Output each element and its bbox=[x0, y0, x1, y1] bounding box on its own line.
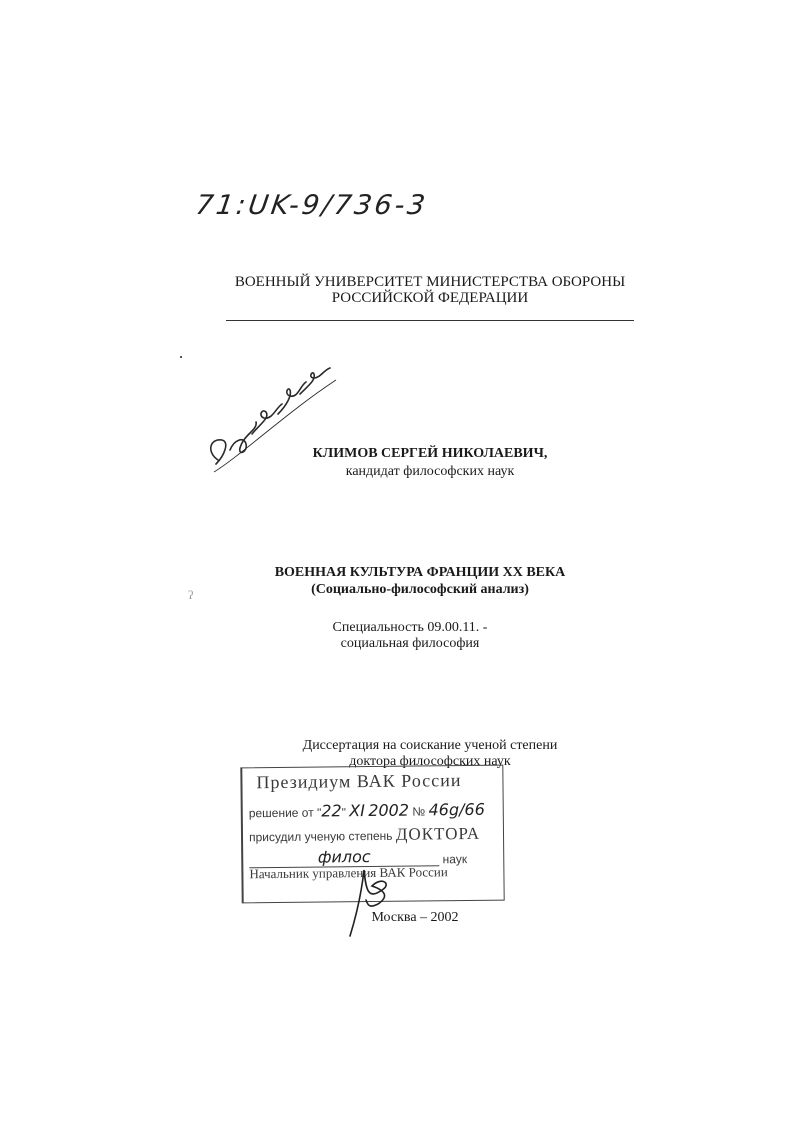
header-divider bbox=[226, 320, 634, 321]
stamp-number-label: № bbox=[412, 804, 426, 819]
dissertation-line-2: доктора философских наук bbox=[349, 754, 511, 769]
university-header bbox=[200, 274, 660, 306]
catalog-number: 71:UK-9/736-3 bbox=[193, 190, 430, 221]
university-line-2: РОССИЙСКОЙ ФЕДЕРАЦИИ bbox=[331, 290, 529, 306]
stamp-chief-label: Начальник управления ВАК России bbox=[249, 864, 448, 882]
stamp-decision-number: 46g/66 bbox=[428, 799, 485, 820]
dissertation-line-1: Диссертация на соискание ученой степени bbox=[302, 738, 558, 753]
stamp-degree-row bbox=[249, 824, 480, 846]
work-title-block bbox=[240, 564, 600, 598]
stamp-field-handwritten: филос bbox=[317, 847, 371, 867]
author-block bbox=[300, 445, 560, 481]
author-degree: кандидат философских наук bbox=[345, 464, 515, 479]
stamp-title: Президиум ВАК России bbox=[256, 770, 462, 793]
stamp-decision-label: решение от bbox=[248, 805, 314, 821]
official-signature bbox=[330, 860, 410, 940]
specialty-block bbox=[260, 620, 560, 652]
specialty-code: Специальность 09.00.11. - bbox=[332, 620, 488, 635]
author-name: КЛИМОВ СЕРГЕЙ НИКОЛАЕВИЧ, bbox=[312, 446, 548, 461]
scan-speck bbox=[180, 356, 182, 358]
margin-mark: ʔ bbox=[188, 588, 194, 602]
university-line-1: ВОЕННЫЙ УНИВЕРСИТЕТ МИНИСТЕРСТВА ОБОРОНЫ bbox=[234, 274, 626, 290]
work-title: ВОЕННАЯ КУЛЬТУРА ФРАНЦИИ XX ВЕКА bbox=[274, 565, 566, 580]
work-subtitle: (Социально-философский анализ) bbox=[311, 582, 529, 597]
stamp-degree-value: ДОКТОРА bbox=[395, 823, 481, 844]
specialty-name: социальная философия bbox=[340, 636, 480, 651]
stamp-decision-month: XI bbox=[349, 801, 366, 821]
stamp-decision-year: 2002 bbox=[368, 800, 410, 821]
stamp-awarded-label: присудил ученую степень bbox=[248, 828, 393, 845]
stamp-sciences-label: наук bbox=[442, 852, 468, 867]
city-year: Москва – 2002 bbox=[371, 910, 459, 925]
stamp-decision-day: 22 bbox=[321, 801, 342, 821]
stamp-decision-row: решение от "22" XI 2002 № 46g/66 bbox=[248, 799, 485, 821]
